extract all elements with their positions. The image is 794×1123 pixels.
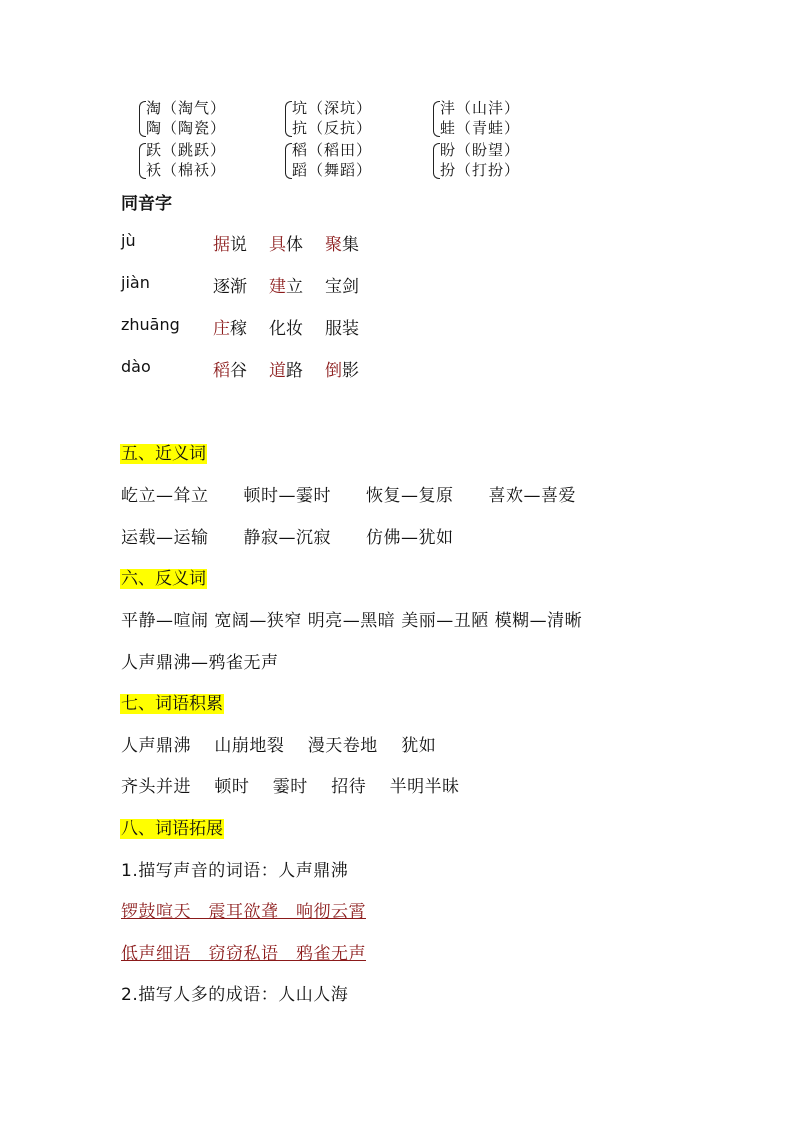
brace-icon xyxy=(285,143,292,179)
highlighted-heading: 八、词语拓展 xyxy=(121,819,223,839)
word xyxy=(269,230,303,255)
word-rest: 影 xyxy=(342,361,359,381)
synonyms-line: 运载—运输 静寂—沉寂 仿佛—犹如 xyxy=(121,528,454,548)
char-pair-line: 盼（盼望） xyxy=(440,141,521,159)
word xyxy=(213,314,247,339)
section-title-extension xyxy=(120,814,224,839)
char-pair-line: 蛙（青蛙） xyxy=(440,119,521,137)
char-pair-line: 坑（深坑） xyxy=(292,99,373,117)
pinyin: zhuāng xyxy=(121,315,180,334)
pinyin: jiàn xyxy=(121,273,150,292)
word xyxy=(213,356,247,381)
char-pair-4 xyxy=(146,140,226,180)
word-highlight: 庄 xyxy=(213,319,230,339)
highlighted-heading: 六、反义词 xyxy=(121,569,206,589)
underlined-words: 锣鼓喧天 震耳欲聋 响彻云霄 xyxy=(121,902,366,922)
word-rest: 立 xyxy=(286,277,303,297)
word-rest: 稼 xyxy=(230,319,247,339)
section-title-antonyms xyxy=(120,564,207,589)
word-rest: 谷 xyxy=(230,361,247,381)
word xyxy=(269,314,303,339)
char-pair-line: 抗（反抗） xyxy=(292,119,373,137)
pinyin: jù xyxy=(121,231,136,250)
word xyxy=(325,230,359,255)
char-pair-6 xyxy=(440,140,520,180)
char-pair-line: 跃（跳跃） xyxy=(146,141,227,159)
brace-icon xyxy=(433,101,440,137)
word xyxy=(269,272,303,297)
word xyxy=(325,356,359,381)
char-pair-line: 淘（淘气） xyxy=(146,99,227,117)
section-title-vocab xyxy=(120,689,224,714)
highlighted-heading: 五、近义词 xyxy=(121,444,206,464)
word-rest: 逐渐 xyxy=(213,277,247,297)
word-highlight: 稻 xyxy=(213,361,230,381)
brace-icon xyxy=(139,143,146,179)
char-pair-2 xyxy=(292,98,372,138)
highlighted-heading: 七、词语积累 xyxy=(121,694,223,714)
extension-item: 2.描写人多的成语：人山人海 xyxy=(121,985,349,1005)
antonyms-line: 平静—喧闹 宽阔—狭窄 明亮—黑暗 美丽—丑陋 模糊—清晰 xyxy=(121,611,583,631)
brace-icon xyxy=(139,101,146,137)
pinyin: dào xyxy=(121,357,151,376)
word-highlight: 具 xyxy=(269,235,286,255)
word xyxy=(325,272,359,297)
word-rest: 服装 xyxy=(325,319,359,339)
word-highlight: 据 xyxy=(213,235,230,255)
char-pair-line: 扮（打扮） xyxy=(440,161,521,179)
char-pair-line: 稻（稻田） xyxy=(292,141,373,159)
brace-icon xyxy=(433,143,440,179)
word xyxy=(269,356,303,381)
word-rest: 路 xyxy=(286,361,303,381)
section-title-homophones: 同音字 xyxy=(121,194,172,214)
word xyxy=(325,314,359,339)
char-pair-line: 陶（陶瓷） xyxy=(146,119,227,137)
word-highlight: 建 xyxy=(269,277,286,297)
word-rest: 体 xyxy=(286,235,303,255)
word-rest: 说 xyxy=(230,235,247,255)
synonyms-line: 屹立—耸立 顿时—霎时 恢复—复原 喜欢—喜爱 xyxy=(121,486,576,506)
word-highlight: 聚 xyxy=(325,235,342,255)
char-pair-line: 沣（山沣） xyxy=(440,99,521,117)
word-highlight: 道 xyxy=(269,361,286,381)
antonyms-line: 人声鼎沸—鸦雀无声 xyxy=(121,653,279,673)
vocab-line: 人声鼎沸 山崩地裂 漫天卷地 犹如 xyxy=(121,736,437,756)
section-title-synonyms xyxy=(120,439,207,464)
char-pair-3 xyxy=(440,98,520,138)
char-pair-1 xyxy=(146,98,226,138)
word-rest: 化妆 xyxy=(269,319,303,339)
char-pair-line: 袄（棉袄） xyxy=(146,161,227,179)
word xyxy=(213,230,247,255)
word-rest: 宝剑 xyxy=(325,277,359,297)
word-highlight: 倒 xyxy=(325,361,342,381)
char-pair-line: 蹈（舞蹈） xyxy=(292,161,373,179)
brace-icon xyxy=(285,101,292,137)
vocab-line: 齐头并进 顿时 霎时 招待 半明半昧 xyxy=(121,777,460,797)
extension-item: 1.描写声音的词语：人声鼎沸 xyxy=(121,861,349,881)
underlined-words: 低声细语 窃窃私语 鸦雀无声 xyxy=(121,944,366,964)
word xyxy=(213,272,247,297)
word-rest: 集 xyxy=(342,235,359,255)
char-pair-5 xyxy=(292,140,372,180)
